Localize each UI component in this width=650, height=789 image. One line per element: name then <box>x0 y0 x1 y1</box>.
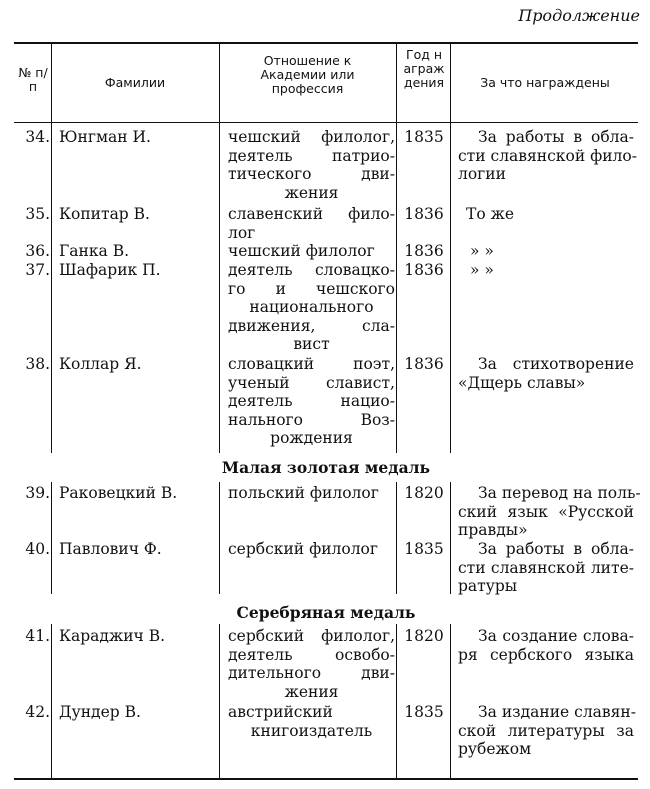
continuation-label: Продолжение <box>518 6 640 25</box>
row-name: Юнгман И. <box>59 128 151 146</box>
reason-line: сти славянской фило- <box>458 146 637 165</box>
relation-line: нального Воз- <box>228 410 395 429</box>
reason-line: ский язык «Русской <box>458 502 634 521</box>
relation-line: движения, сла- <box>228 316 395 335</box>
reason-line: логии <box>458 165 506 183</box>
row-number: 41. <box>25 627 50 645</box>
row-name: Караджич В. <box>59 627 166 645</box>
relation-line: вист <box>293 335 330 353</box>
row-relation <box>228 627 395 701</box>
relation-line: польский филолог <box>228 484 379 502</box>
row-reason <box>458 484 641 540</box>
row-year: 1836 <box>404 355 444 373</box>
reason-line: За работы в обла- <box>478 540 634 558</box>
header-bottom-rule <box>14 122 638 123</box>
header-relation: Отношение к Академии или профессия <box>260 53 355 96</box>
relation-line: тического дви- <box>228 165 395 183</box>
row-year: 1836 <box>404 205 444 223</box>
relation-line: чешский филолог, <box>228 128 395 146</box>
column-divider <box>219 123 220 453</box>
column-divider <box>396 123 397 453</box>
header-divider <box>450 43 451 123</box>
relation-line: жения <box>284 682 339 701</box>
header-divider <box>396 43 397 123</box>
row-reason <box>458 540 634 596</box>
reason-line: ратуры <box>458 577 518 595</box>
row-number: 34. <box>25 128 50 146</box>
relation-line: жения <box>284 183 339 202</box>
section-title-small-gold-medal: Малая золотая медаль <box>221 458 431 477</box>
row-number: 37. <box>25 261 50 279</box>
row-number: 39. <box>25 484 50 502</box>
row-name: Шафарик П. <box>59 261 161 279</box>
column-divider <box>396 624 397 779</box>
row-number: 35. <box>25 205 50 223</box>
relation-line: деятель словацко- <box>228 261 395 279</box>
relation-line: ученый славист, <box>228 373 395 392</box>
reason-line: За издание славян- <box>478 703 636 721</box>
row-reason <box>458 355 634 392</box>
row-reason <box>458 242 634 261</box>
row-relation <box>228 128 395 202</box>
relation-line: австрийский <box>228 703 333 721</box>
relation-line: деятель патрио- <box>228 146 395 165</box>
row-relation <box>228 261 395 354</box>
section-title-silver-medal: Серебряная медаль <box>236 603 416 622</box>
row-year: 1835 <box>404 128 444 146</box>
row-relation <box>228 242 395 261</box>
relation-line: го и чешского <box>228 279 395 298</box>
column-divider <box>450 624 451 779</box>
row-year: 1820 <box>404 484 444 502</box>
reason-line: сти славянской лите- <box>458 558 634 577</box>
row-reason <box>458 261 634 280</box>
relation-line: славенский фило- <box>228 205 395 223</box>
relation-line: книгоиздатель <box>250 721 373 740</box>
table-bottom-rule <box>14 778 638 780</box>
reason-line: правды» <box>458 521 528 539</box>
reason-line: » » <box>470 242 494 260</box>
row-name: Раковецкий В. <box>59 484 178 502</box>
column-divider <box>450 123 451 453</box>
reason-line: » » <box>470 261 494 279</box>
header-divider <box>219 43 220 123</box>
column-divider <box>450 482 451 594</box>
row-year: 1820 <box>404 627 444 645</box>
relation-line: деятель освобо- <box>228 645 395 664</box>
relation-line: дительного дви- <box>228 664 395 682</box>
reason-line: ря сербского языка <box>458 645 634 664</box>
table-top-rule <box>14 42 638 44</box>
column-divider <box>51 624 52 779</box>
row-name: Коллар Я. <box>59 355 142 373</box>
reason-line: За работы в обла- <box>478 128 634 146</box>
row-name: Копитар В. <box>59 205 150 223</box>
row-year: 1835 <box>404 540 444 558</box>
row-relation <box>228 355 395 448</box>
relation-line: словацкий поэт, <box>228 355 395 373</box>
reason-line: За стихотворение <box>478 355 634 373</box>
header-divider <box>51 43 52 123</box>
row-year: 1836 <box>404 242 444 260</box>
reason-line: За перевод на поль- <box>478 484 641 502</box>
column-divider <box>219 482 220 594</box>
row-name: Павлович Ф. <box>59 540 162 558</box>
header-name: Фамилии <box>104 75 166 90</box>
reason-line: ской литературы за <box>458 721 634 740</box>
relation-line: национального <box>249 298 374 316</box>
relation-line: сербский филолог <box>228 540 379 558</box>
reason-line: За создание слова- <box>478 627 634 645</box>
row-relation <box>228 205 395 242</box>
header-num: № п/п <box>18 65 48 94</box>
row-name: Ганка В. <box>59 242 130 260</box>
row-reason <box>458 128 637 184</box>
header-year: Год награждения <box>403 47 445 90</box>
column-divider <box>396 482 397 594</box>
relation-line: деятель нацио- <box>228 392 395 410</box>
row-relation <box>228 540 395 559</box>
header-reason: За что награждены <box>480 75 610 90</box>
row-year: 1836 <box>404 261 444 279</box>
reason-line: рубежом <box>458 740 532 758</box>
row-year: 1835 <box>404 703 444 721</box>
column-divider <box>51 123 52 453</box>
row-reason <box>458 627 634 664</box>
row-reason <box>458 205 634 224</box>
row-number: 36. <box>25 242 50 260</box>
row-number: 42. <box>25 703 50 721</box>
relation-line: чешский филолог <box>228 242 375 260</box>
relation-line: сербский филолог, <box>228 627 395 645</box>
relation-line: рождения <box>270 429 353 447</box>
row-name: Дундер В. <box>59 703 141 721</box>
reason-line: То же <box>466 205 515 223</box>
row-reason <box>458 703 634 759</box>
row-relation <box>228 484 395 503</box>
reason-line: «Дщерь славы» <box>458 373 586 392</box>
column-divider <box>219 624 220 779</box>
row-relation <box>228 703 395 740</box>
row-number: 40. <box>25 540 50 558</box>
relation-line: лог <box>228 223 256 242</box>
column-divider <box>51 482 52 594</box>
row-number: 38. <box>25 355 50 373</box>
